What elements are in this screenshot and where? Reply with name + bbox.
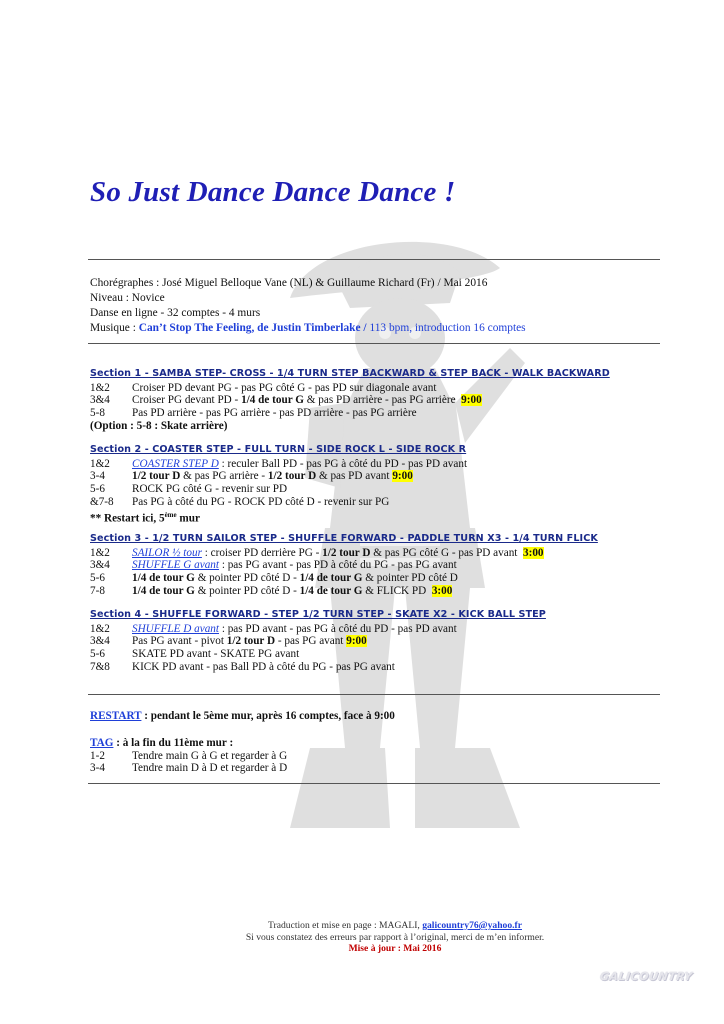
section-2 [90,444,650,525]
wall-direction-badge: 9:00 [461,394,482,407]
restart-label: RESTART [90,710,142,722]
wall-direction-badge: 3:00 [431,584,453,597]
restart-note: ** Restart ici, 5ème mur [90,510,200,525]
divider-line [88,783,660,784]
step-row: 3&4 Pas PG avant - pivot 1/2 tour D - pas PG avant 9:00 [90,635,367,648]
step-row: 7&8 KICK PD avant - pas Ball PD à côté du PG - pas PG avant [90,660,395,673]
divider-line [88,343,660,344]
step-row: 5-6 ROCK PG côté G - revenir sur PD [90,483,288,496]
step-row: 1&2 SAILOR ½ tour : croiser PD derrière PG - 1/2 tour D & pas PG côté G - pas PD avant 3:00 [90,546,544,559]
section-3 [90,533,650,598]
step-row: 3&4 SHUFFLE G avant : pas PG avant - pas PD à côté du PG - pas PG avant [90,559,457,572]
tag-label: TAG [90,737,114,749]
choreographers-line: Chorégraphes : José Miguel Belloque Vane (NL) & Guillaume Richard (Fr) / Mai 2016 [90,277,488,289]
section-header: Section 1 - SAMBA STEP- CROSS - 1/4 TURN STEP BACKWARD & STEP BACK - WALK BACKWARD [90,368,610,379]
tempo-intro: 113 bpm, introduction 16 comptes [369,322,526,334]
dance-type-line: Danse en ligne - 32 comptes - 4 murs [90,307,261,319]
level-line: Niveau : Novice [90,292,165,304]
step-name-link: SAILOR ½ tour [132,546,202,559]
divider-line [88,259,660,260]
step-row: 3-4 1/2 tour D & pas PG arrière - 1/2 tour D & pas PD avant 9:00 [90,470,413,483]
music-line: Musique : Can’t Stop The Feeling, de Justin Timberlake / 113 bpm, introduction 16 comptes [90,322,526,334]
section-note: (Option : 5-8 : Skate arrière) [90,419,228,432]
dance-info-block [90,276,526,336]
section-header: Section 2 - COASTER STEP - FULL TURN - SIDE ROCK L - SIDE ROCK R [90,444,467,455]
footer: Traduction et mise en page : MAGALI, galicountry76@yahoo.fr Si vous constatez des erreurs par rapport à l’original, merci de m’en informer. Mise à jour : Mai 2016 [230,920,560,955]
wall-direction-badge: 9:00 [346,635,367,648]
step-row: 5-8 Pas PD arrière - pas PG arrière - pas PD arrière - pas PG arrière [90,407,417,420]
step-row: 1&2 SHUFFLE D avant : pas PD avant - pas PG à côté du PD - pas PD avant [90,622,457,635]
step-row: 7-8 1/4 de tour G & pointer PD côté D - 1/4 de tour G & FLICK PD 3:00 [90,584,453,597]
step-name-link: SHUFFLE D avant [132,622,220,635]
step-row: 5-6 1/4 de tour G & pointer PD côté D - 1/4 de tour G & pointer PD côté D [90,572,458,585]
update-date: Mise à jour : Mai 2016 [348,943,442,954]
step-row: 3&4 Croiser PG devant PD - 1/4 de tour G & pas PD arrière - pas PG arrière 9:00 [90,394,482,407]
wall-direction-badge: 3:00 [523,546,544,559]
song-name: Can’t Stop The Feeling, de Justin Timberlake [138,322,361,334]
section-header: Section 3 - 1/2 TURN SAILOR STEP - SHUFFLE FORWARD - PADDLE TURN X3 - 1/4 TURN FLICK [90,533,598,544]
tag-info: TAG : à la fin du 11ème mur : 1-2 Tendre main G à G et regarder à G 3-4 Tendre main D à D et regarder à D [90,737,650,775]
step-name-link: SHUFFLE G avant [132,559,220,572]
step-name-link: COASTER STEP D [132,457,219,470]
step-row: 5-6 SKATE PD avant - SKATE PG avant [90,648,300,661]
restart-info: RESTART : pendant le 5ème mur, après 16 comptes, face à 9:00 [90,710,395,722]
step-row: 3-4 Tendre main D à D et regarder à D [90,762,288,775]
section-4 [90,609,650,674]
section-header: Section 4 - SHUFFLE FORWARD - STEP 1/2 TURN STEP - SKATE X2 - KICK BALL STEP [90,609,546,620]
step-row: &7-8 Pas PG à côté du PG - ROCK PD côté D - revenir sur PG [90,495,390,508]
brand-logo: GALICOUNTRY [599,970,694,983]
section-1 [90,368,650,433]
step-row: 1&2 COASTER STEP D : reculer Ball PD - pas PG à côté du PD - pas PD avant [90,457,468,470]
divider-line [88,694,660,695]
wall-direction-badge: 9:00 [392,470,413,483]
email-link[interactable]: galicountry76@yahoo.fr [422,920,522,931]
step-row: 1-2 Tendre main G à G et regarder à G [90,749,288,762]
step-row: 1&2 Croiser PD devant PG - pas PG côté G - pas PD sur diagonale avant [90,381,437,394]
dance-title: So Just Dance Dance Dance ! [90,176,456,208]
